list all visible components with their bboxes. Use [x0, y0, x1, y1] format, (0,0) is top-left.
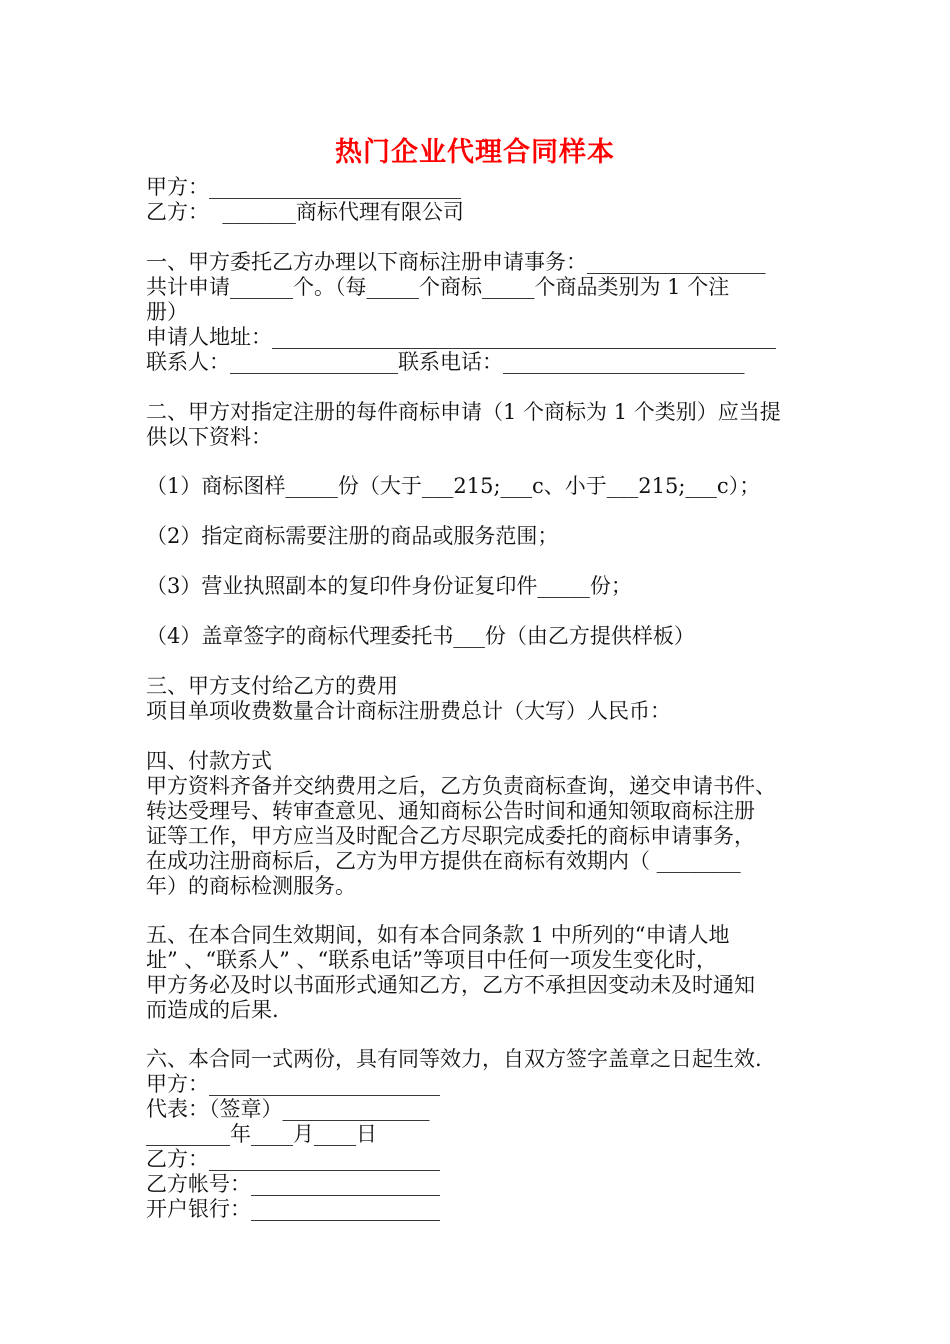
section-5-line-2: 址” 、“联系人” 、“联系电话”等项目中任何一项发生变化时， [146, 948, 718, 972]
material-item-1: （1）商标图样_____份（大于___215;___c、小于___215;___c）； [146, 474, 761, 498]
document-title: 热门企业代理合同样本 [335, 137, 615, 168]
sign-party-a: 甲方：______________________ [146, 1072, 440, 1096]
section-5-line-3: 甲方务必及时以书面形式通知乙方，乙方不承担因变动未及时通知 [146, 973, 755, 997]
party-b-line: 乙方： _______商标代理有限公司 [146, 200, 464, 224]
sign-bank: 开户银行：__________________ [146, 1197, 440, 1221]
section-6-line: 六、本合同一式两份，具有同等效力，自双方签字盖章之日起生效. [146, 1047, 762, 1071]
section-1-line-2: 共计申请______个。（每_____个商标_____个商品类别为 1 个注 [146, 275, 730, 299]
section-1-line-3: 册） [146, 300, 188, 324]
sign-party-b: 乙方：______________________ [146, 1147, 440, 1171]
section-3-line: 项目单项收费数量合计商标注册费总计（大写）人民币： [146, 699, 671, 723]
section-2-line-2: 供以下资料： [146, 425, 272, 449]
sign-date: ________年____月____日 [146, 1122, 377, 1146]
section-4-line-3: 证等工作，甲方应当及时配合乙方尽职完成委托的商标申请事务， [146, 824, 755, 848]
section-4-line-5: 年）的商标检测服务。 [146, 874, 356, 898]
section-4-line-2: 转达受理号、转审查意见、通知商标公告时间和通知领取商标注册 [146, 799, 755, 823]
section-4-heading: 四、付款方式 [146, 749, 272, 773]
section-2-line-1: 二、甲方对指定注册的每件商标申请（1 个商标为 1 个类别）应当提 [146, 400, 781, 424]
section-4-line-4: 在成功注册商标后，乙方为甲方提供在商标有效期内（ ________ [146, 849, 741, 873]
section-5-line-1: 五、在本合同生效期间，如有本合同条款 1 中所列的“申请人地 [146, 923, 730, 947]
applicant-address-line: 申请人地址：________________________________________________ [146, 325, 776, 349]
material-item-4: （4）盖章签字的商标代理委托书___份（由乙方提供样板） [146, 624, 695, 648]
material-item-3: （3）营业执照副本的复印件身份证复印件_____份； [146, 574, 632, 598]
material-item-2: （2）指定商标需要注册的商品或服务范围； [146, 524, 559, 548]
section-1-line-1: 一、甲方委托乙方办理以下商标注册申请事务：_________________ [146, 250, 766, 274]
contact-line: 联系人：________________联系电话：_______________________ [146, 350, 745, 374]
sign-representative: 代表：（签章）______________ [146, 1097, 430, 1121]
section-5-line-4: 而造成的后果. [146, 998, 279, 1022]
section-4-line-1: 甲方资料齐备并交纳费用之后，乙方负责商标查询，递交申请书件、 [146, 774, 776, 798]
party-a-line: 甲方：________________________ [146, 175, 461, 199]
section-3-heading: 三、甲方支付给乙方的费用 [146, 674, 398, 698]
sign-account: 乙方帐号：__________________ [146, 1172, 440, 1196]
